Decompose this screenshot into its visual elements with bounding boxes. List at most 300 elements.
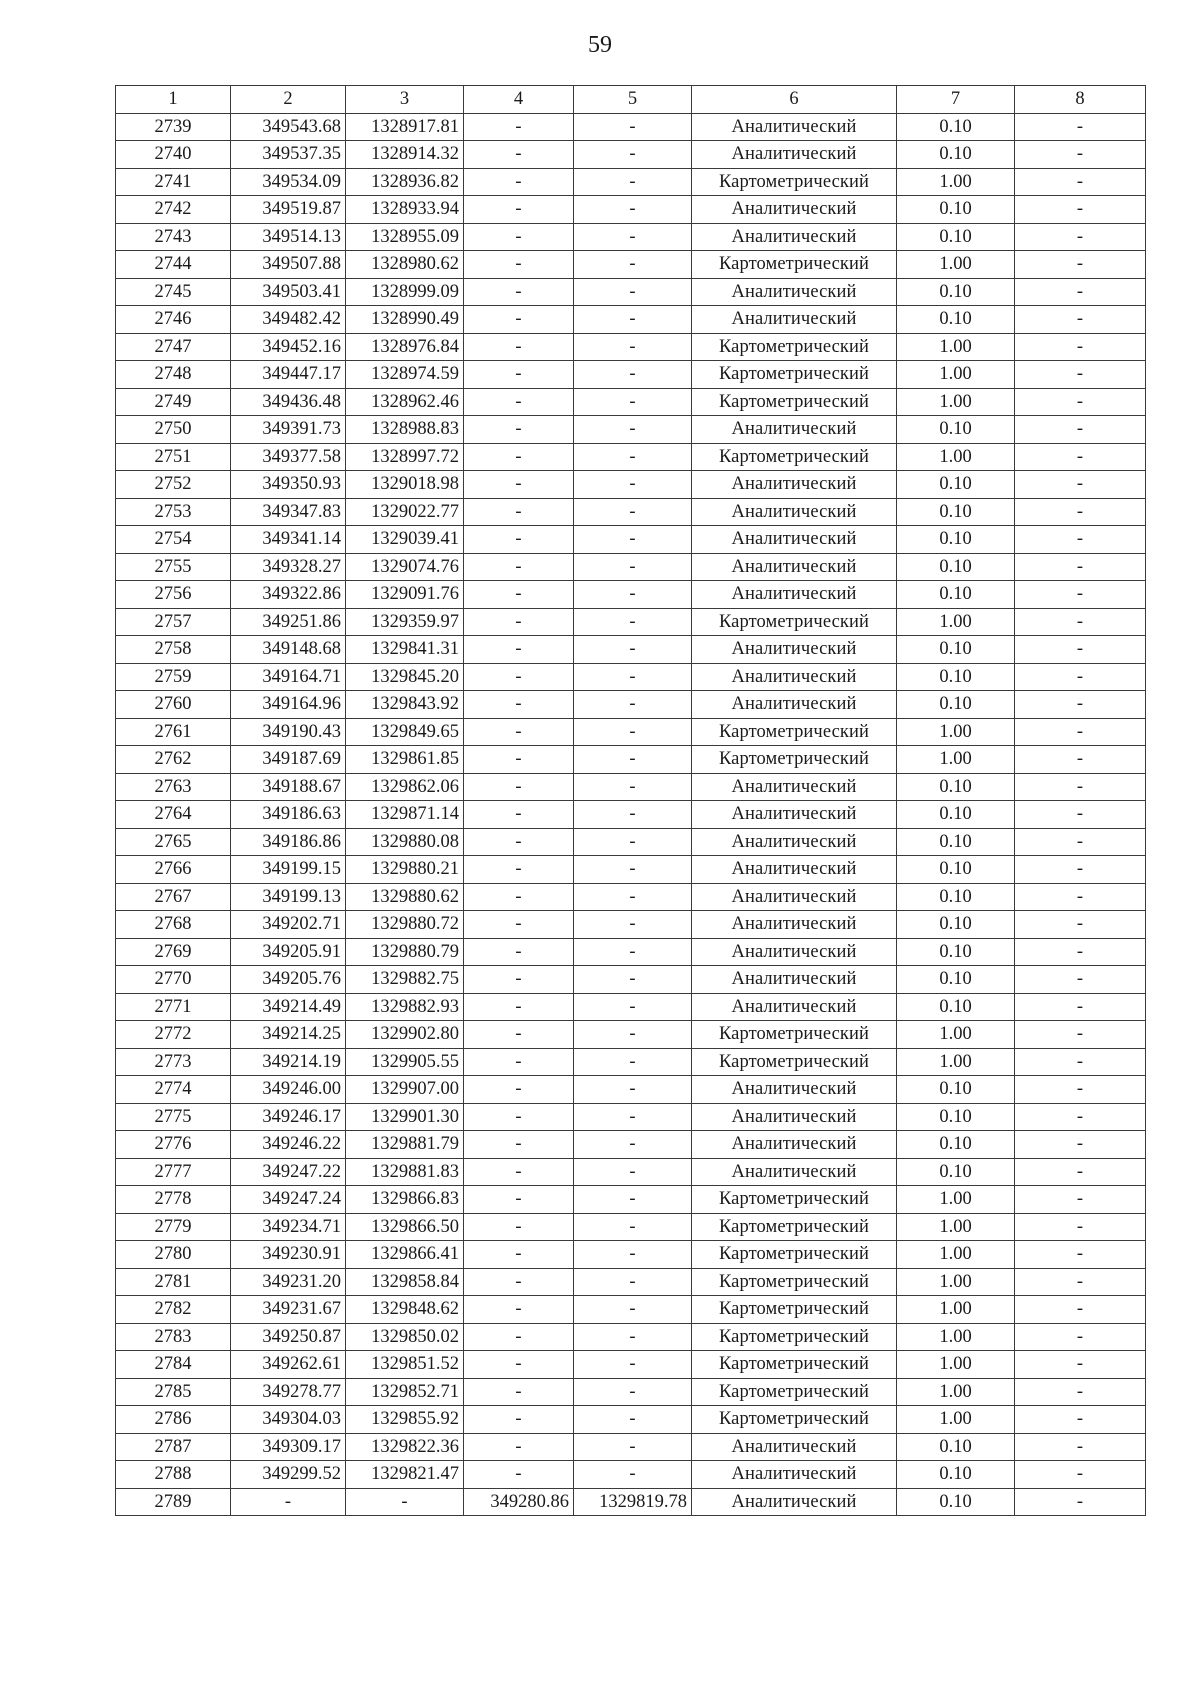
table-row	[116, 1323, 1146, 1351]
table-row	[116, 801, 1146, 829]
cell-point-number: 2763	[116, 773, 231, 801]
cell-note: -	[1015, 471, 1146, 499]
table-row	[116, 526, 1146, 554]
cell-y-coord-new: -	[574, 773, 692, 801]
cell-x-coord-new: -	[464, 306, 574, 334]
cell-point-number: 2750	[116, 416, 231, 444]
table-row	[116, 663, 1146, 691]
cell-point-number: 2784	[116, 1351, 231, 1379]
cell-x-coord: 349304.03	[231, 1406, 346, 1434]
cell-note: -	[1015, 1103, 1146, 1131]
cell-y-coord: 1328955.09	[346, 223, 464, 251]
cell-point-number: 2742	[116, 196, 231, 224]
cell-accuracy: 0.10	[897, 1433, 1015, 1461]
cell-y-coord: 1329841.31	[346, 636, 464, 664]
cell-accuracy: 1.00	[897, 1406, 1015, 1434]
table-row	[116, 113, 1146, 141]
cell-x-coord: 349205.76	[231, 966, 346, 994]
cell-method: Аналитический	[692, 636, 897, 664]
cell-accuracy: 0.10	[897, 223, 1015, 251]
cell-y-coord-new: -	[574, 966, 692, 994]
cell-y-coord: 1329852.71	[346, 1378, 464, 1406]
cell-x-coord-new: -	[464, 278, 574, 306]
cell-note: -	[1015, 718, 1146, 746]
cell-x-coord-new: -	[464, 883, 574, 911]
cell-method: Аналитический	[692, 828, 897, 856]
cell-accuracy: 0.10	[897, 471, 1015, 499]
cell-note: -	[1015, 251, 1146, 279]
cell-accuracy: 0.10	[897, 498, 1015, 526]
cell-point-number: 2760	[116, 691, 231, 719]
cell-x-coord: 349246.17	[231, 1103, 346, 1131]
cell-accuracy: 0.10	[897, 801, 1015, 829]
table-row	[116, 1158, 1146, 1186]
cell-y-coord-new: -	[574, 333, 692, 361]
cell-note: -	[1015, 196, 1146, 224]
cell-x-coord: 349299.52	[231, 1461, 346, 1489]
table-row	[116, 966, 1146, 994]
cell-x-coord-new: 349280.86	[464, 1488, 574, 1516]
cell-point-number: 2774	[116, 1076, 231, 1104]
cell-x-coord: 349436.48	[231, 388, 346, 416]
cell-method: Аналитический	[692, 856, 897, 884]
cell-accuracy: 1.00	[897, 1186, 1015, 1214]
cell-point-number: 2787	[116, 1433, 231, 1461]
cell-x-coord: 349214.49	[231, 993, 346, 1021]
table-row	[116, 141, 1146, 169]
cell-x-coord-new: -	[464, 141, 574, 169]
cell-x-coord-new: -	[464, 1323, 574, 1351]
cell-point-number: 2748	[116, 361, 231, 389]
cell-point-number: 2762	[116, 746, 231, 774]
cell-x-coord-new: -	[464, 993, 574, 1021]
cell-accuracy: 1.00	[897, 1296, 1015, 1324]
cell-note: -	[1015, 691, 1146, 719]
cell-y-coord: 1328976.84	[346, 333, 464, 361]
cell-note: -	[1015, 223, 1146, 251]
cell-x-coord: 349519.87	[231, 196, 346, 224]
cell-x-coord: 349214.25	[231, 1021, 346, 1049]
cell-accuracy: 1.00	[897, 1351, 1015, 1379]
cell-accuracy: 1.00	[897, 608, 1015, 636]
cell-y-coord: 1329866.41	[346, 1241, 464, 1269]
cell-y-coord: 1328980.62	[346, 251, 464, 279]
cell-y-coord-new: -	[574, 251, 692, 279]
cell-note: -	[1015, 333, 1146, 361]
cell-x-coord-new: -	[464, 1461, 574, 1489]
cell-x-coord-new: -	[464, 361, 574, 389]
table-row	[116, 1103, 1146, 1131]
table-row	[116, 443, 1146, 471]
cell-method: Картометрический	[692, 168, 897, 196]
cell-method: Картометрический	[692, 1323, 897, 1351]
table-row	[116, 278, 1146, 306]
cell-method: Аналитический	[692, 1103, 897, 1131]
cell-y-coord-new: -	[574, 361, 692, 389]
cell-y-coord-new: -	[574, 1296, 692, 1324]
table-header-row	[116, 86, 1146, 114]
cell-x-coord: 349190.43	[231, 718, 346, 746]
table-row	[116, 251, 1146, 279]
cell-method: Аналитический	[692, 1076, 897, 1104]
cell-accuracy: 0.10	[897, 196, 1015, 224]
cell-x-coord-new: -	[464, 333, 574, 361]
cell-note: -	[1015, 773, 1146, 801]
column-header-2: 2	[231, 86, 346, 114]
cell-method: Картометрический	[692, 1213, 897, 1241]
table-row	[116, 196, 1146, 224]
cell-note: -	[1015, 1048, 1146, 1076]
cell-y-coord-new: -	[574, 1268, 692, 1296]
cell-note: -	[1015, 801, 1146, 829]
cell-x-coord: 349187.69	[231, 746, 346, 774]
table-row	[116, 1351, 1146, 1379]
cell-method: Картометрический	[692, 718, 897, 746]
cell-note: -	[1015, 883, 1146, 911]
cell-x-coord-new: -	[464, 746, 574, 774]
cell-point-number: 2781	[116, 1268, 231, 1296]
cell-point-number: 2753	[116, 498, 231, 526]
table-row	[116, 1186, 1146, 1214]
cell-accuracy: 1.00	[897, 168, 1015, 196]
table-row	[116, 333, 1146, 361]
cell-note: -	[1015, 1158, 1146, 1186]
cell-x-coord: 349507.88	[231, 251, 346, 279]
cell-y-coord: 1329871.14	[346, 801, 464, 829]
cell-point-number: 2757	[116, 608, 231, 636]
cell-x-coord: 349230.91	[231, 1241, 346, 1269]
cell-y-coord-new: -	[574, 196, 692, 224]
cell-y-coord-new: -	[574, 1461, 692, 1489]
cell-x-coord-new: -	[464, 1131, 574, 1159]
cell-note: -	[1015, 1323, 1146, 1351]
cell-accuracy: 0.10	[897, 1488, 1015, 1516]
table-row	[116, 471, 1146, 499]
cell-y-coord: 1329091.76	[346, 581, 464, 609]
cell-y-coord: 1328914.32	[346, 141, 464, 169]
cell-y-coord-new: -	[574, 1213, 692, 1241]
cell-point-number: 2786	[116, 1406, 231, 1434]
cell-y-coord-new: -	[574, 1433, 692, 1461]
cell-x-coord: 349322.86	[231, 581, 346, 609]
table-row	[116, 1076, 1146, 1104]
cell-x-coord-new: -	[464, 1268, 574, 1296]
cell-note: -	[1015, 361, 1146, 389]
cell-accuracy: 0.10	[897, 911, 1015, 939]
cell-y-coord: 1329882.93	[346, 993, 464, 1021]
cell-x-coord-new: -	[464, 1213, 574, 1241]
cell-x-coord: 349251.86	[231, 608, 346, 636]
cell-y-coord-new: -	[574, 1378, 692, 1406]
table-row	[116, 388, 1146, 416]
cell-y-coord-new: -	[574, 938, 692, 966]
cell-x-coord: 349391.73	[231, 416, 346, 444]
cell-x-coord: 349246.22	[231, 1131, 346, 1159]
cell-y-coord-new: -	[574, 1076, 692, 1104]
cell-y-coord-new: -	[574, 801, 692, 829]
cell-x-coord: 349247.22	[231, 1158, 346, 1186]
cell-y-coord: 1329850.02	[346, 1323, 464, 1351]
cell-method: Аналитический	[692, 1158, 897, 1186]
cell-x-coord-new: -	[464, 498, 574, 526]
cell-x-coord: 349186.86	[231, 828, 346, 856]
cell-accuracy: 0.10	[897, 1131, 1015, 1159]
cell-y-coord: 1328917.81	[346, 113, 464, 141]
cell-method: Картометрический	[692, 251, 897, 279]
cell-method: Картометрический	[692, 1406, 897, 1434]
cell-method: Картометрический	[692, 361, 897, 389]
cell-method: Аналитический	[692, 1131, 897, 1159]
cell-accuracy: 0.10	[897, 773, 1015, 801]
cell-x-coord-new: -	[464, 938, 574, 966]
cell-y-coord-new: -	[574, 911, 692, 939]
cell-method: Картометрический	[692, 608, 897, 636]
cell-y-coord-new: -	[574, 278, 692, 306]
cell-point-number: 2764	[116, 801, 231, 829]
cell-x-coord-new: -	[464, 581, 574, 609]
table-row	[116, 856, 1146, 884]
cell-y-coord: -	[346, 1488, 464, 1516]
cell-y-coord-new: -	[574, 168, 692, 196]
cell-y-coord: 1329862.06	[346, 773, 464, 801]
table-row	[116, 636, 1146, 664]
cell-point-number: 2779	[116, 1213, 231, 1241]
cell-accuracy: 0.10	[897, 416, 1015, 444]
cell-note: -	[1015, 1351, 1146, 1379]
cell-x-coord: 349514.13	[231, 223, 346, 251]
cell-accuracy: 0.10	[897, 1461, 1015, 1489]
cell-y-coord-new: 1329819.78	[574, 1488, 692, 1516]
cell-accuracy: 0.10	[897, 113, 1015, 141]
cell-x-coord: 349278.77	[231, 1378, 346, 1406]
cell-x-coord-new: -	[464, 196, 574, 224]
cell-point-number: 2770	[116, 966, 231, 994]
table-row	[116, 498, 1146, 526]
cell-point-number: 2745	[116, 278, 231, 306]
cell-x-coord: 349205.91	[231, 938, 346, 966]
table-row	[116, 553, 1146, 581]
table-row	[116, 1433, 1146, 1461]
cell-y-coord: 1329880.21	[346, 856, 464, 884]
cell-accuracy: 0.10	[897, 581, 1015, 609]
cell-point-number: 2740	[116, 141, 231, 169]
table-row	[116, 1461, 1146, 1489]
cell-x-coord-new: -	[464, 1158, 574, 1186]
cell-point-number: 2775	[116, 1103, 231, 1131]
cell-y-coord: 1329851.52	[346, 1351, 464, 1379]
cell-method: Картометрический	[692, 746, 897, 774]
cell-x-coord: 349482.42	[231, 306, 346, 334]
cell-point-number: 2789	[116, 1488, 231, 1516]
cell-note: -	[1015, 1296, 1146, 1324]
table-row	[116, 223, 1146, 251]
cell-accuracy: 0.10	[897, 553, 1015, 581]
cell-note: -	[1015, 1268, 1146, 1296]
cell-x-coord-new: -	[464, 416, 574, 444]
cell-x-coord-new: -	[464, 1076, 574, 1104]
cell-y-coord: 1329022.77	[346, 498, 464, 526]
cell-x-coord: 349199.15	[231, 856, 346, 884]
cell-point-number: 2788	[116, 1461, 231, 1489]
column-header-5: 5	[574, 86, 692, 114]
cell-point-number: 2776	[116, 1131, 231, 1159]
cell-note: -	[1015, 113, 1146, 141]
cell-note: -	[1015, 1021, 1146, 1049]
cell-y-coord: 1328988.83	[346, 416, 464, 444]
cell-note: -	[1015, 581, 1146, 609]
cell-method: Аналитический	[692, 278, 897, 306]
cell-method: Аналитический	[692, 113, 897, 141]
cell-accuracy: 1.00	[897, 1323, 1015, 1351]
cell-y-coord: 1329907.00	[346, 1076, 464, 1104]
cell-method: Картометрический	[692, 1296, 897, 1324]
cell-x-coord: 349262.61	[231, 1351, 346, 1379]
cell-y-coord: 1329882.75	[346, 966, 464, 994]
cell-y-coord: 1328962.46	[346, 388, 464, 416]
cell-point-number: 2746	[116, 306, 231, 334]
cell-x-coord-new: -	[464, 718, 574, 746]
cell-accuracy: 0.10	[897, 141, 1015, 169]
cell-x-coord-new: -	[464, 828, 574, 856]
cell-y-coord-new: -	[574, 883, 692, 911]
cell-x-coord-new: -	[464, 1351, 574, 1379]
cell-point-number: 2765	[116, 828, 231, 856]
cell-y-coord-new: -	[574, 141, 692, 169]
cell-x-coord: 349347.83	[231, 498, 346, 526]
cell-x-coord-new: -	[464, 663, 574, 691]
cell-x-coord: 349199.13	[231, 883, 346, 911]
table-row	[116, 1131, 1146, 1159]
table-row	[116, 938, 1146, 966]
table-row	[116, 306, 1146, 334]
cell-y-coord: 1329845.20	[346, 663, 464, 691]
cell-accuracy: 0.10	[897, 663, 1015, 691]
table-row	[116, 168, 1146, 196]
cell-method: Аналитический	[692, 966, 897, 994]
cell-note: -	[1015, 306, 1146, 334]
cell-accuracy: 0.10	[897, 828, 1015, 856]
cell-y-coord-new: -	[574, 828, 692, 856]
cell-method: Картометрический	[692, 333, 897, 361]
cell-method: Аналитический	[692, 526, 897, 554]
cell-y-coord: 1329881.83	[346, 1158, 464, 1186]
cell-y-coord: 1329901.30	[346, 1103, 464, 1131]
cell-x-coord-new: -	[464, 773, 574, 801]
table-row	[116, 1213, 1146, 1241]
cell-x-coord: 349309.17	[231, 1433, 346, 1461]
cell-y-coord: 1329866.50	[346, 1213, 464, 1241]
cell-accuracy: 0.10	[897, 856, 1015, 884]
cell-point-number: 2782	[116, 1296, 231, 1324]
table-body	[116, 113, 1146, 1516]
cell-y-coord: 1329039.41	[346, 526, 464, 554]
cell-accuracy: 1.00	[897, 443, 1015, 471]
column-header-1: 1	[116, 86, 231, 114]
cell-accuracy: 0.10	[897, 306, 1015, 334]
cell-point-number: 2752	[116, 471, 231, 499]
cell-x-coord: 349543.68	[231, 113, 346, 141]
table-row	[116, 1048, 1146, 1076]
cell-note: -	[1015, 141, 1146, 169]
cell-note: -	[1015, 1076, 1146, 1104]
cell-x-coord-new: -	[464, 168, 574, 196]
cell-y-coord-new: -	[574, 746, 692, 774]
cell-accuracy: 1.00	[897, 746, 1015, 774]
cell-y-coord: 1329861.85	[346, 746, 464, 774]
cell-accuracy: 1.00	[897, 1213, 1015, 1241]
cell-y-coord: 1329843.92	[346, 691, 464, 719]
cell-x-coord-new: -	[464, 966, 574, 994]
cell-y-coord-new: -	[574, 1158, 692, 1186]
cell-point-number: 2741	[116, 168, 231, 196]
cell-method: Аналитический	[692, 663, 897, 691]
cell-y-coord-new: -	[574, 471, 692, 499]
cell-x-coord-new: -	[464, 113, 574, 141]
cell-accuracy: 1.00	[897, 718, 1015, 746]
cell-point-number: 2785	[116, 1378, 231, 1406]
cell-x-coord: 349246.00	[231, 1076, 346, 1104]
cell-y-coord: 1328999.09	[346, 278, 464, 306]
column-header-6: 6	[692, 86, 897, 114]
cell-y-coord: 1329821.47	[346, 1461, 464, 1489]
cell-note: -	[1015, 168, 1146, 196]
cell-method: Картометрический	[692, 1378, 897, 1406]
cell-note: -	[1015, 278, 1146, 306]
cell-x-coord-new: -	[464, 1103, 574, 1131]
cell-point-number: 2773	[116, 1048, 231, 1076]
cell-method: Аналитический	[692, 1488, 897, 1516]
cell-x-coord: 349164.96	[231, 691, 346, 719]
table-row	[116, 1021, 1146, 1049]
table-row	[116, 773, 1146, 801]
cell-y-coord-new: -	[574, 498, 692, 526]
cell-x-coord-new: -	[464, 1406, 574, 1434]
cell-x-coord: 349231.20	[231, 1268, 346, 1296]
cell-y-coord-new: -	[574, 1351, 692, 1379]
column-header-8: 8	[1015, 86, 1146, 114]
cell-note: -	[1015, 553, 1146, 581]
cell-x-coord-new: -	[464, 856, 574, 884]
cell-note: -	[1015, 1406, 1146, 1434]
cell-accuracy: 0.10	[897, 938, 1015, 966]
table-row	[116, 1268, 1146, 1296]
cell-x-coord: 349164.71	[231, 663, 346, 691]
cell-method: Аналитический	[692, 993, 897, 1021]
cell-accuracy: 0.10	[897, 636, 1015, 664]
cell-accuracy: 0.10	[897, 526, 1015, 554]
cell-note: -	[1015, 526, 1146, 554]
cell-note: -	[1015, 1461, 1146, 1489]
cell-accuracy: 0.10	[897, 1076, 1015, 1104]
column-header-4: 4	[464, 86, 574, 114]
cell-accuracy: 0.10	[897, 966, 1015, 994]
cell-note: -	[1015, 1213, 1146, 1241]
cell-point-number: 2766	[116, 856, 231, 884]
cell-point-number: 2772	[116, 1021, 231, 1049]
cell-point-number: 2749	[116, 388, 231, 416]
table-row	[116, 911, 1146, 939]
cell-y-coord: 1329359.97	[346, 608, 464, 636]
cell-method: Аналитический	[692, 498, 897, 526]
cell-method: Аналитический	[692, 773, 897, 801]
cell-y-coord-new: -	[574, 993, 692, 1021]
cell-x-coord-new: -	[464, 1186, 574, 1214]
cell-point-number: 2743	[116, 223, 231, 251]
cell-x-coord: 349250.87	[231, 1323, 346, 1351]
cell-point-number: 2751	[116, 443, 231, 471]
cell-x-coord: 349534.09	[231, 168, 346, 196]
cell-note: -	[1015, 856, 1146, 884]
